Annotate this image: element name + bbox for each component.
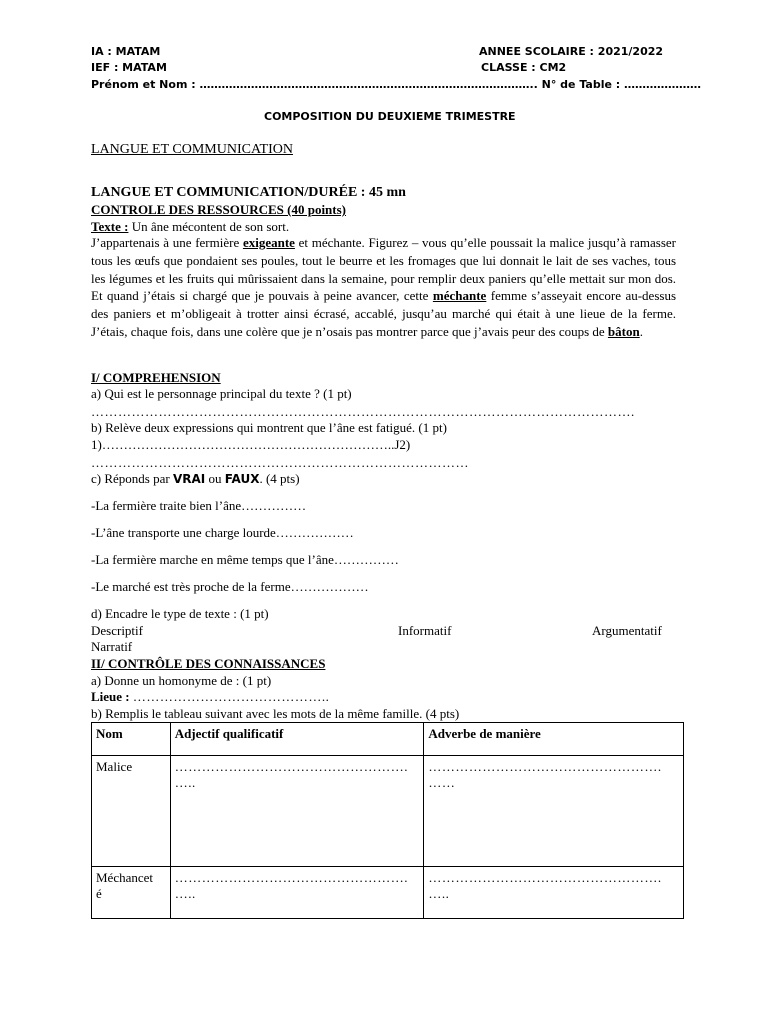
cell-adv-malice[interactable]: ……………………………………………. …… [424, 756, 684, 867]
ia-label: IA : MATAM [91, 45, 161, 58]
table-header-row [92, 723, 684, 756]
connaissances-heading: II/ CONTRÔLE DES CONNAISSANCES [91, 656, 326, 671]
type-argumentatif: Argumentatif [592, 623, 662, 638]
classe-label: CLASSE : CM2 [481, 61, 567, 74]
cell-adv-mechancete[interactable]: ……………………………………………. ….. [424, 867, 684, 919]
connaissances-question-b: b) Remplis le tableau suivant avec les mots de la même famille. (4 pts) [91, 706, 460, 721]
word-exigeante: exigeante [242, 235, 295, 250]
lieue-line [91, 689, 329, 705]
page-title: COMPOSITION DU DEUXIEME TRIMESTRE [264, 110, 516, 123]
table-row [92, 867, 684, 919]
vrai-word: VRAI [172, 472, 206, 486]
subject-line: LANGUE ET COMMUNICATION/DURÉE : 45 mn [91, 185, 406, 200]
answer-b-line2: ………………………………………………………………………… [91, 455, 469, 470]
prenom-nom-line: Prénom et Nom : ……………………………………………………………………………….. N° de Table : ………………… [91, 78, 702, 91]
word-family-table [91, 722, 684, 919]
statement-2: -L’âne transporte une charge lourde……………… [91, 525, 354, 540]
answer-b-line1: 1)…………………………………………………………..J2) [91, 437, 411, 452]
faux-word: FAUX [224, 472, 260, 486]
header-nom: Nom [92, 723, 171, 756]
texte-paragraph: J’appartenais à une fermière exigeante et méchante. Figurez – vous qu’elle poussait la malice jusqu’à ramasser tous les œufs que pondaient ses poules, tout le beurre et les fromages que lui donnait le lait de ses vaches, tous les légumes et les fruits qui mûrissaient dans la semaine, pour remplir deux paniers qu’elle mettait sur mon dos. Et quand j’étais si chargé que je pouvais à peine avancer, cette méchante femme s’asseyait encore au-dessus des paniers et m’obligeait à trotter ainsi écrasé, accablé, jusqu’au marché qui était à une lieue de la ferme. J’étais, chaque fois, dans une colère que je n’osais pas montrer parce que j’avais peur des coups de bâton. [91, 235, 676, 339]
type-descriptif: Descriptif [91, 623, 143, 638]
texte-title: Un âne mécontent de son sort. [131, 219, 290, 234]
texte-title-line [91, 219, 289, 235]
lieue-dots: …………………………………….. [132, 689, 330, 704]
cell-adj-malice[interactable]: ……………………………………………. ….. [170, 756, 424, 867]
comprehension-heading: I/ COMPREHENSION [91, 370, 221, 385]
cell-adj-mechancete[interactable]: ……………………………………………. ….. [170, 867, 424, 919]
header-adverbe: Adverbe de manière [424, 723, 684, 756]
ief-label: IEF : MATAM [91, 61, 167, 74]
type-informatif: Informatif [398, 623, 452, 638]
word-mechante: méchante [432, 288, 487, 304]
answer-a-dots: …………………………………………………………………………………………………………. [91, 404, 635, 419]
texte-label: Texte : [91, 219, 129, 234]
annee-scolaire: ANNEE SCOLAIRE : 2021/2022 [479, 45, 664, 58]
statement-4: -Le marché est très proche de la ferme……………… [91, 579, 369, 594]
question-c: c) Réponds par VRAI ou FAUX. (4 pts) [91, 471, 300, 486]
controle-heading: CONTROLE DES RESSOURCES (40 points) [91, 202, 347, 217]
question-a: a) Qui est le personnage principal du texte ? (1 pt) [91, 386, 352, 401]
word-baton: bâton [607, 323, 640, 339]
table-row [92, 756, 684, 867]
section-langue: LANGUE ET COMMUNICATION [91, 142, 293, 157]
cell-nom-mechancete: Méchancet é [92, 867, 171, 919]
cell-nom-malice: Malice [92, 756, 171, 867]
lieue-label: Lieue : [91, 689, 130, 704]
question-b: b) Relève deux expressions qui montrent que l’âne est fatigué. (1 pt) [91, 420, 447, 435]
connaissances-question-a: a) Donne un homonyme de : (1 pt) [91, 673, 272, 688]
type-narratif: Narratif [91, 639, 133, 654]
statement-1: -La fermière traite bien l’âne…………… [91, 498, 307, 513]
question-d: d) Encadre le type de texte : (1 pt) [91, 606, 269, 621]
statement-3: -La fermière marche en même temps que l’âne…………… [91, 552, 399, 567]
header-adjectif: Adjectif qualificatif [170, 723, 424, 756]
